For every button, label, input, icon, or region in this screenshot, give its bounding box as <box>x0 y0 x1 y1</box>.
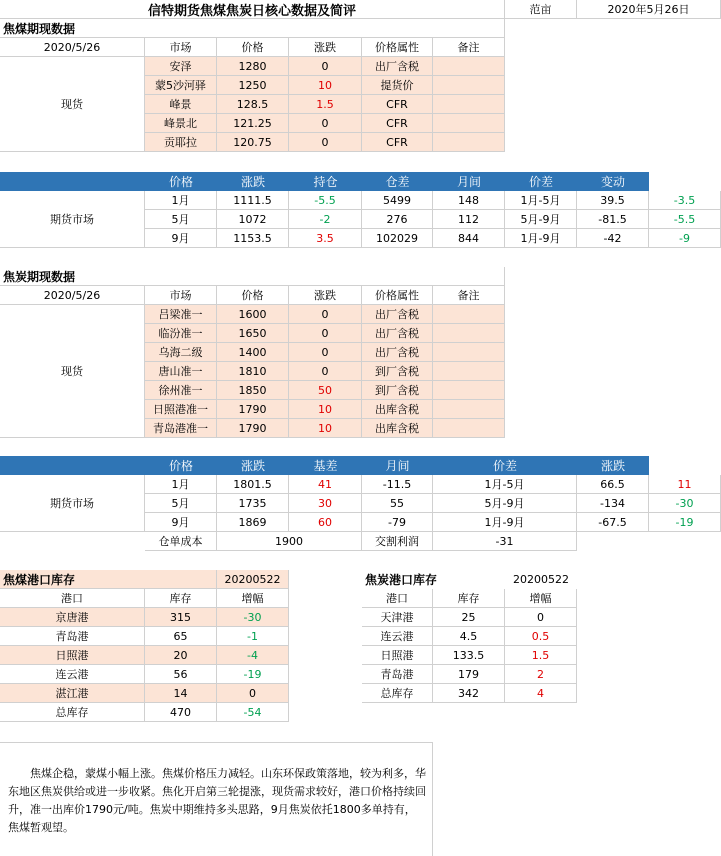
port-stock: 342 <box>433 684 505 703</box>
futures-change: -2 <box>289 210 362 229</box>
port-change: -54 <box>217 703 289 722</box>
futures-column-header: 涨跌 <box>217 172 289 191</box>
port-name: 湛江港 <box>0 684 145 703</box>
spot-price-attr: 出库含税 <box>362 419 433 438</box>
port-stock: 20 <box>145 646 217 665</box>
futures-column-header: 价格 <box>145 456 217 475</box>
port-change: 0 <box>217 684 289 703</box>
spot-price-attr: 出厂含税 <box>362 57 433 76</box>
futures-spread-chg: -5.5 <box>649 210 721 229</box>
port-stock: 25 <box>433 608 505 627</box>
coke-futures-row-label: 期货市场 <box>0 475 145 532</box>
spot-price: 121.25 <box>217 114 289 133</box>
spot-change: 0 <box>289 133 362 152</box>
coal-spot-row-label: 现货 <box>0 57 145 152</box>
port-stock: 4.5 <box>433 627 505 646</box>
port-change: 2 <box>505 665 577 684</box>
futures-change: 3.5 <box>289 229 362 248</box>
futures-spread: -42 <box>577 229 649 248</box>
spot-price-attr: 提货价 <box>362 76 433 95</box>
spot-price-attr: 到厂含税 <box>362 362 433 381</box>
port-name: 连云港 <box>0 665 145 684</box>
futures-price: 1801.5 <box>217 475 289 494</box>
futures-oi-chg: 844 <box>433 229 505 248</box>
futures-spread: 66.5 <box>577 475 649 494</box>
spot-note <box>433 324 505 343</box>
section-title-coal-spot: 焦煤期现数据 <box>0 19 505 38</box>
futures-spread-name: 1月-5月 <box>433 475 577 494</box>
coal-futures-header-blank <box>0 172 145 191</box>
futures-change: 30 <box>289 494 362 513</box>
spot-change: 0 <box>289 343 362 362</box>
port-name: 连云港 <box>362 627 433 646</box>
column-header: 价格 <box>217 286 289 305</box>
futures-spread-chg: -19 <box>649 513 721 532</box>
spot-price-attr: CFR <box>362 114 433 133</box>
futures-spread-chg: -30 <box>649 494 721 513</box>
futures-oi-chg: 148 <box>433 191 505 210</box>
spot-market: 青岛港准一 <box>145 419 217 438</box>
port-name: 总库存 <box>0 703 145 722</box>
futures-price: 1869 <box>217 513 289 532</box>
spot-note <box>433 343 505 362</box>
futures-column-header: 涨跌 <box>577 456 649 475</box>
spot-change: 10 <box>289 419 362 438</box>
spot-note <box>433 76 505 95</box>
spot-note <box>433 400 505 419</box>
spot-change: 0 <box>289 57 362 76</box>
futures-column-header: 变动 <box>577 172 649 191</box>
port-name: 日照港 <box>362 646 433 665</box>
report-date: 2020年5月26日 <box>577 0 721 19</box>
spot-note <box>433 419 505 438</box>
futures-month: 9月 <box>145 229 217 248</box>
spot-change: 1.5 <box>289 95 362 114</box>
port-stock: 14 <box>145 684 217 703</box>
futures-oi: 102029 <box>362 229 433 248</box>
port-change: -30 <box>217 608 289 627</box>
futures-change: 41 <box>289 475 362 494</box>
port-change: -19 <box>217 665 289 684</box>
futures-oi-chg: 112 <box>433 210 505 229</box>
futures-month: 9月 <box>145 513 217 532</box>
futures-oi: 276 <box>362 210 433 229</box>
column-header: 价格属性 <box>362 286 433 305</box>
spot-market: 蒙5沙河驿 <box>145 76 217 95</box>
spot-note <box>433 57 505 76</box>
port-name: 总库存 <box>362 684 433 703</box>
coal-spot-date: 2020/5/26 <box>0 38 145 57</box>
coke-futures-header-blank <box>0 456 145 475</box>
spot-change: 50 <box>289 381 362 400</box>
column-header: 价格属性 <box>362 38 433 57</box>
port-stock: 56 <box>145 665 217 684</box>
futures-column-header: 价差 <box>433 456 577 475</box>
spot-price-attr: 到厂含税 <box>362 381 433 400</box>
spot-market: 吕梁准一 <box>145 305 217 324</box>
port-change: 0 <box>505 608 577 627</box>
spot-note <box>433 114 505 133</box>
column-header: 增幅 <box>217 589 289 608</box>
column-header: 涨跌 <box>289 38 362 57</box>
spot-price: 1600 <box>217 305 289 324</box>
futures-month: 1月 <box>145 191 217 210</box>
futures-spread-chg: 11 <box>649 475 721 494</box>
author-label: 范亩 <box>505 0 577 19</box>
futures-price: 1072 <box>217 210 289 229</box>
coal-futures-row-label: 期货市场 <box>0 191 145 248</box>
futures-spread: -67.5 <box>577 513 649 532</box>
column-header: 港口 <box>0 589 145 608</box>
futures-month: 5月 <box>145 210 217 229</box>
warrant-cost-label: 仓单成本 <box>145 532 217 551</box>
column-header: 增幅 <box>505 589 577 608</box>
futures-column-header: 仓差 <box>362 172 433 191</box>
futures-column-header: 涨跌 <box>217 456 289 475</box>
futures-spread: 39.5 <box>577 191 649 210</box>
column-header: 库存 <box>145 589 217 608</box>
coal-port-date: 20200522 <box>217 570 289 589</box>
spot-price: 1790 <box>217 400 289 419</box>
spot-market: 唐山准一 <box>145 362 217 381</box>
futures-month: 5月 <box>145 494 217 513</box>
coke-port-date: 20200522 <box>513 573 569 586</box>
column-header: 备注 <box>433 286 505 305</box>
spot-price: 128.5 <box>217 95 289 114</box>
port-change: -4 <box>217 646 289 665</box>
port-name: 青岛港 <box>0 627 145 646</box>
spot-note <box>433 381 505 400</box>
futures-spread-name: 1月-9月 <box>505 229 577 248</box>
delivery-profit-value: -31 <box>433 532 577 551</box>
spot-market: 徐州准一 <box>145 381 217 400</box>
spot-price: 120.75 <box>217 133 289 152</box>
coke-spot-date: 2020/5/26 <box>0 286 145 305</box>
spot-price: 1650 <box>217 324 289 343</box>
futures-spread-chg: -3.5 <box>649 191 721 210</box>
spot-price-attr: CFR <box>362 133 433 152</box>
spot-change: 0 <box>289 362 362 381</box>
futures-column-header: 月间 <box>362 456 433 475</box>
column-header: 市场 <box>145 286 217 305</box>
spot-price: 1400 <box>217 343 289 362</box>
column-header: 涨跌 <box>289 286 362 305</box>
port-name: 日照港 <box>0 646 145 665</box>
port-stock: 179 <box>433 665 505 684</box>
port-stock: 133.5 <box>433 646 505 665</box>
futures-price: 1735 <box>217 494 289 513</box>
spot-price: 1850 <box>217 381 289 400</box>
spot-price-attr: 出厂含税 <box>362 343 433 362</box>
port-name: 天津港 <box>362 608 433 627</box>
spot-price: 1810 <box>217 362 289 381</box>
port-name: 青岛港 <box>362 665 433 684</box>
spot-change: 0 <box>289 324 362 343</box>
futures-basis: -79 <box>362 513 433 532</box>
spot-change: 10 <box>289 400 362 419</box>
spot-note <box>433 305 505 324</box>
section-title-coke-port: 焦炭港口库存 <box>365 573 438 587</box>
spot-note <box>433 362 505 381</box>
delivery-profit-label: 交割利润 <box>362 532 433 551</box>
spot-market: 临汾准一 <box>145 324 217 343</box>
futures-change: -5.5 <box>289 191 362 210</box>
spot-change: 0 <box>289 114 362 133</box>
futures-oi: 5499 <box>362 191 433 210</box>
futures-column-header: 持仓 <box>289 172 362 191</box>
port-stock: 65 <box>145 627 217 646</box>
spot-note <box>433 133 505 152</box>
warrant-cost-value: 1900 <box>217 532 362 551</box>
futures-change: 60 <box>289 513 362 532</box>
spot-price-attr: CFR <box>362 95 433 114</box>
futures-price: 1111.5 <box>217 191 289 210</box>
spot-change: 10 <box>289 76 362 95</box>
coke-spot-row-label: 现货 <box>0 305 145 438</box>
futures-spread-name: 1月-5月 <box>505 191 577 210</box>
futures-column-header: 价格 <box>145 172 217 191</box>
column-header: 备注 <box>433 38 505 57</box>
spot-price-attr: 出库含税 <box>362 400 433 419</box>
spot-market: 峰景北 <box>145 114 217 133</box>
spot-price: 1790 <box>217 419 289 438</box>
port-stock: 315 <box>145 608 217 627</box>
spot-change: 0 <box>289 305 362 324</box>
port-name: 京唐港 <box>0 608 145 627</box>
spot-price-attr: 出厂含税 <box>362 324 433 343</box>
column-header: 价格 <box>217 38 289 57</box>
futures-spread-name: 1月-9月 <box>433 513 577 532</box>
spot-price: 1250 <box>217 76 289 95</box>
futures-column-header: 基差 <box>289 456 362 475</box>
port-change: 0.5 <box>505 627 577 646</box>
spot-market: 安泽 <box>145 57 217 76</box>
futures-spread: -134 <box>577 494 649 513</box>
futures-basis: -11.5 <box>362 475 433 494</box>
column-header: 港口 <box>362 589 433 608</box>
column-header: 市场 <box>145 38 217 57</box>
port-stock: 470 <box>145 703 217 722</box>
spot-market: 峰景 <box>145 95 217 114</box>
commentary-text: 焦煤企稳，蒙煤小幅上涨。焦煤价格压力减轻。山东环保政策落地，较为利多，华东地区焦炭供给或进一步收紧。焦化开启第三轮提涨，现货需求较好，港口价格持续回升，准一出库价1790元/吨。焦炭中期维持多头思路，9月焦炭依托1800多单持有，焦煤暂观望。 <box>0 742 433 856</box>
spot-price-attr: 出厂含税 <box>362 305 433 324</box>
spot-market: 乌海二级 <box>145 343 217 362</box>
futures-basis: 55 <box>362 494 433 513</box>
futures-spread: -81.5 <box>577 210 649 229</box>
futures-column-header: 价差 <box>505 172 577 191</box>
futures-price: 1153.5 <box>217 229 289 248</box>
section-title-coke-spot: 焦炭期现数据 <box>0 267 505 286</box>
port-change: -1 <box>217 627 289 646</box>
spot-note <box>433 95 505 114</box>
spot-market: 贡耶拉 <box>145 133 217 152</box>
port-change: 1.5 <box>505 646 577 665</box>
section-title-coal-port: 焦煤港口库存 <box>0 570 217 589</box>
spot-price: 1280 <box>217 57 289 76</box>
report-title: 信特期货焦煤焦炭日核心数据及简评 <box>0 0 505 19</box>
spot-market: 日照港准一 <box>145 400 217 419</box>
port-change: 4 <box>505 684 577 703</box>
futures-column-header: 月间 <box>433 172 505 191</box>
futures-spread-chg: -9 <box>649 229 721 248</box>
futures-spread-name: 5月-9月 <box>505 210 577 229</box>
futures-month: 1月 <box>145 475 217 494</box>
futures-spread-name: 5月-9月 <box>433 494 577 513</box>
column-header: 库存 <box>433 589 505 608</box>
